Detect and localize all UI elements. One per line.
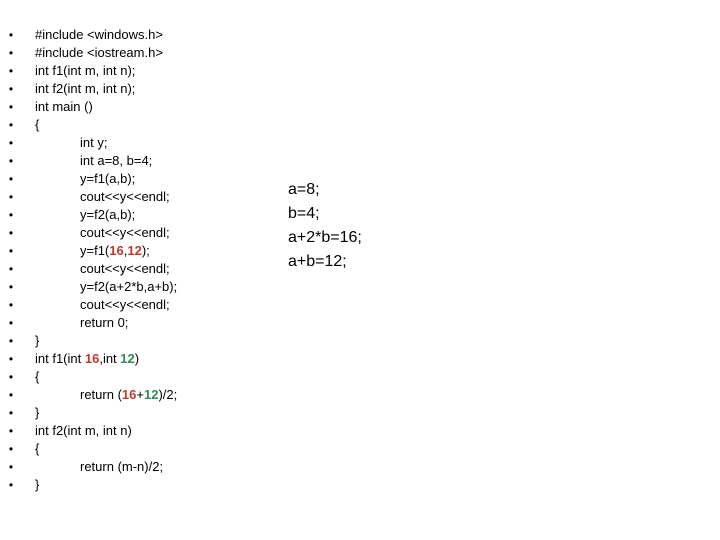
bullet-icon: • bbox=[8, 100, 14, 114]
code-line bbox=[6, 422, 266, 440]
bullet-icon: • bbox=[8, 118, 14, 132]
code-text bbox=[35, 350, 139, 368]
bullet-icon: • bbox=[8, 460, 14, 474]
code-fragment: ,int bbox=[99, 351, 121, 366]
bullet-icon: • bbox=[8, 136, 14, 150]
code-fragment: cout<<y<<endl; bbox=[80, 225, 170, 240]
bullet-icon: • bbox=[8, 64, 14, 78]
code-line bbox=[6, 188, 266, 206]
note-line: a=8; bbox=[288, 181, 320, 198]
note-line: a+2*b=16; bbox=[288, 229, 362, 246]
code-text bbox=[35, 476, 39, 494]
code-text bbox=[35, 44, 163, 62]
bullet-icon: • bbox=[8, 208, 14, 222]
code-fragment: { bbox=[35, 369, 40, 384]
bullet-icon: • bbox=[8, 424, 14, 438]
code-fragment: { bbox=[35, 441, 40, 456]
code-fragment: + bbox=[136, 387, 144, 402]
code-fragment: , bbox=[123, 243, 128, 258]
code-line bbox=[6, 260, 266, 278]
code-line bbox=[6, 26, 266, 44]
code-text bbox=[80, 242, 150, 260]
code-text bbox=[80, 458, 163, 476]
code-fragment: y=f1( bbox=[80, 243, 110, 258]
code-fragment: } bbox=[35, 477, 40, 492]
bullet-icon: • bbox=[8, 262, 14, 276]
code-listing bbox=[6, 26, 266, 494]
code-line bbox=[6, 314, 266, 332]
code-text bbox=[35, 116, 39, 134]
code-fragment: cout<<y<<endl; bbox=[80, 261, 170, 276]
code-line bbox=[6, 116, 266, 134]
note-line: b=4; bbox=[288, 205, 320, 222]
code-line bbox=[6, 350, 266, 368]
code-text bbox=[35, 332, 39, 350]
code-fragment: )/2; bbox=[158, 387, 178, 402]
code-line bbox=[6, 134, 266, 152]
code-text bbox=[35, 404, 39, 422]
code-fragment: cout<<y<<endl; bbox=[80, 297, 170, 312]
bullet-icon: • bbox=[8, 280, 14, 294]
bullet-icon: • bbox=[8, 82, 14, 96]
code-fragment: ) bbox=[134, 351, 140, 366]
bullet-icon: • bbox=[8, 352, 14, 366]
code-line bbox=[6, 206, 266, 224]
code-fragment: } bbox=[35, 405, 40, 420]
code-fragment: y=f2(a,b); bbox=[80, 207, 136, 222]
bullet-icon: • bbox=[8, 154, 14, 168]
code-line bbox=[6, 62, 266, 80]
code-fragment: int f2(int m, int n) bbox=[35, 423, 132, 438]
code-text bbox=[80, 206, 135, 224]
code-text bbox=[80, 134, 107, 152]
highlighted-number: 16 bbox=[84, 351, 100, 366]
bullet-icon: • bbox=[8, 442, 14, 456]
code-text bbox=[80, 386, 177, 404]
code-text bbox=[80, 224, 170, 242]
code-fragment: ); bbox=[141, 243, 150, 258]
code-text bbox=[80, 170, 135, 188]
code-line bbox=[6, 368, 266, 386]
code-line bbox=[6, 278, 266, 296]
bullet-icon: • bbox=[8, 190, 14, 204]
code-line bbox=[6, 242, 266, 260]
code-fragment: cout<<y<<endl; bbox=[80, 189, 170, 204]
code-text bbox=[80, 314, 128, 332]
code-text bbox=[80, 296, 170, 314]
bullet-icon: • bbox=[8, 334, 14, 348]
code-text bbox=[80, 278, 177, 296]
bullet-icon: • bbox=[8, 226, 14, 240]
code-fragment: return ( bbox=[80, 387, 122, 402]
code-line bbox=[6, 386, 266, 404]
code-fragment: #include <iostream.h> bbox=[35, 45, 163, 60]
bullet-icon: • bbox=[8, 406, 14, 420]
code-line bbox=[6, 44, 266, 62]
code-fragment: y=f2(a+2*b,a+b); bbox=[80, 279, 178, 294]
code-line bbox=[6, 296, 266, 314]
bullet-icon: • bbox=[8, 244, 14, 258]
code-fragment: { bbox=[35, 117, 40, 132]
bullet-icon: • bbox=[8, 478, 14, 492]
bullet-icon: • bbox=[8, 172, 14, 186]
bullet-icon: • bbox=[8, 28, 14, 42]
code-fragment: return 0; bbox=[80, 315, 129, 330]
code-line bbox=[6, 170, 266, 188]
code-text bbox=[80, 152, 152, 170]
code-text bbox=[35, 368, 39, 386]
code-line bbox=[6, 404, 266, 422]
code-line bbox=[6, 458, 266, 476]
code-fragment: int f1(int bbox=[35, 351, 85, 366]
code-fragment: int f2(int m, int n); bbox=[35, 81, 136, 96]
highlighted-number: 16 bbox=[121, 387, 137, 402]
notes-panel bbox=[288, 178, 362, 274]
highlighted-number: 12 bbox=[143, 387, 159, 402]
code-fragment: return (m-n)/2; bbox=[80, 459, 164, 474]
code-fragment: int a=8, b=4; bbox=[80, 153, 153, 168]
code-text bbox=[35, 80, 135, 98]
highlighted-number: 12 bbox=[120, 351, 135, 366]
code-fragment: int y; bbox=[80, 135, 108, 150]
bullet-icon: • bbox=[8, 316, 14, 330]
note-line: a+b=12; bbox=[288, 253, 347, 270]
code-fragment: #include <windows.h> bbox=[35, 27, 163, 42]
code-text bbox=[35, 62, 135, 80]
code-line bbox=[6, 98, 266, 116]
code-text bbox=[35, 26, 163, 44]
code-line bbox=[6, 152, 266, 170]
highlighted-number: 16 bbox=[109, 243, 124, 258]
code-line bbox=[6, 440, 266, 458]
code-line bbox=[6, 80, 266, 98]
code-fragment: int main () bbox=[35, 99, 93, 114]
code-fragment: int f1(int m, int n); bbox=[35, 63, 136, 78]
bullet-icon: • bbox=[8, 370, 14, 384]
code-line bbox=[6, 476, 266, 494]
code-fragment: y=f1(a,b); bbox=[80, 171, 136, 186]
code-text bbox=[80, 188, 170, 206]
code-fragment: } bbox=[35, 333, 40, 348]
bullet-icon: • bbox=[8, 46, 14, 60]
code-line bbox=[6, 224, 266, 242]
code-text bbox=[80, 260, 170, 278]
bullet-icon: • bbox=[8, 298, 14, 312]
code-text bbox=[35, 98, 93, 116]
code-line bbox=[6, 332, 266, 350]
code-text bbox=[35, 422, 132, 440]
bullet-icon: • bbox=[8, 388, 14, 402]
highlighted-number: 12 bbox=[127, 243, 142, 258]
code-text bbox=[35, 440, 39, 458]
